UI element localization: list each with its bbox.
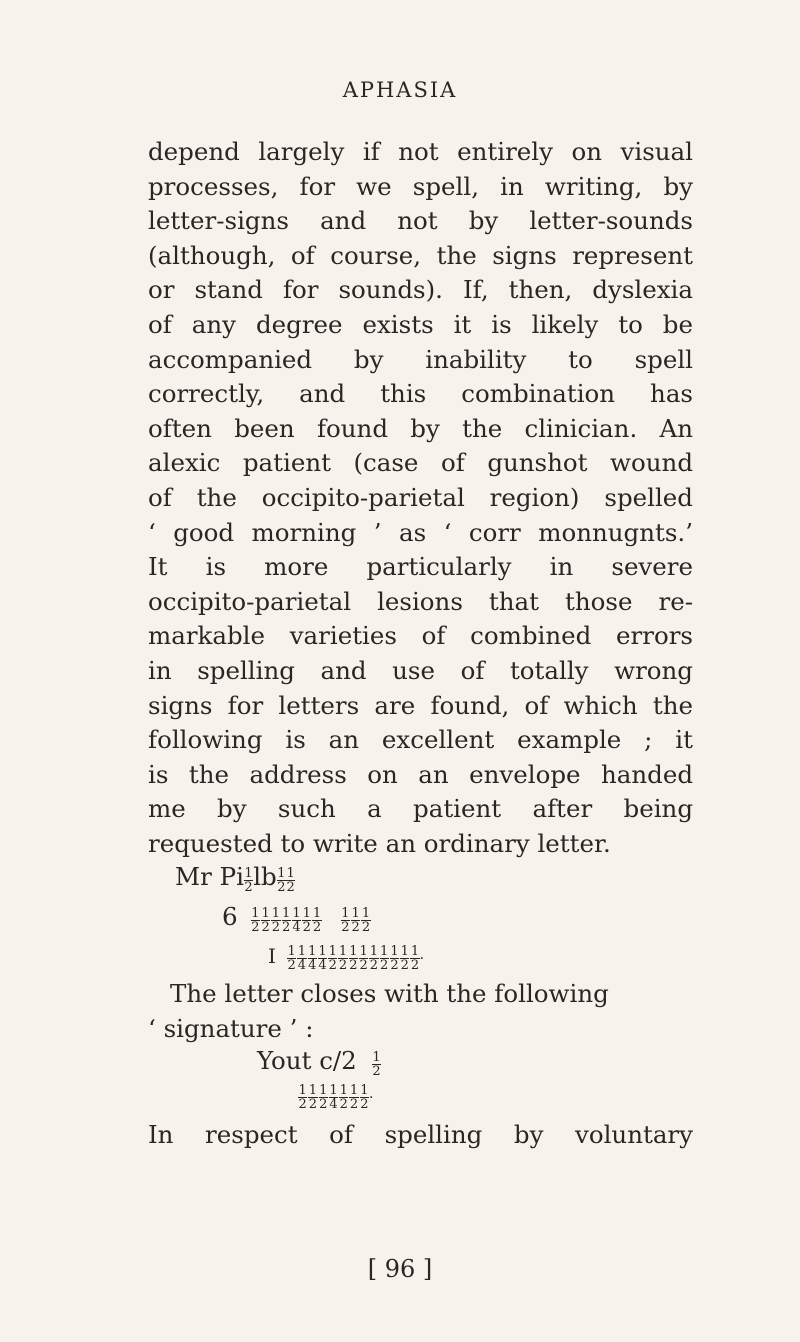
text-line: of any degree exists it is likely to be — [148, 309, 693, 339]
signature-line-2: $\frac{1}{2}$ $\frac{1}{2}$ $\frac{1}{2}$ $\frac{1}{4}$ $\frac{1}{2}$ $\frac{1}{2}$ $\frac{1}{2}$ · — [298, 1083, 374, 1112]
paragraph-signature-intro — [148, 977, 693, 1046]
fraction-group: $\frac{1}{2}$ $\frac{1}{4}$ $\frac{1}{4}$ $\frac{1}{4}$ $\frac{1}{2}$ $\frac{1}{2}$ $\frac{1}{2}$ $\frac{1}{2}$ $\frac{1}{2}$ $\frac{1}{2}$ $\frac{1}{2}$ $\frac{1}{2}$ $\frac{1}{2}$ — [287, 944, 420, 973]
text-line: processes, for we spell, in writing, by — [148, 171, 693, 201]
fraction-group: $\frac{1}{2}$ $\frac{1}{2}$ $\frac{1}{2}$ — [341, 906, 371, 935]
text-line: It is more particularly in severe — [148, 552, 693, 582]
text-line: accompanied by inability to spell — [148, 344, 693, 374]
text-line: often been found by the clinician. An — [148, 413, 693, 443]
page-number: [ 96 ] — [367, 1255, 433, 1283]
fraction: $\frac{1}{2}$ — [286, 866, 295, 895]
fraction-group: $\frac{1}{2}$ $\frac{1}{2}$ $\frac{1}{2}$ $\frac{1}{4}$ $\frac{1}{2}$ $\frac{1}{2}$ $\frac{1}{2}$ — [298, 1083, 369, 1112]
text-line: markable varieties of combined errors — [148, 621, 693, 651]
fraction: $\frac{1}{2}$ — [372, 1050, 381, 1079]
text-line: The letter closes with the following — [170, 979, 609, 1008]
text-line: correctly, and this combination has — [148, 379, 693, 409]
address-line-2: 6 $\frac{1}{2}$ $\frac{1}{2}$ $\frac{1}{2}$ $\frac{1}{2}$ $\frac{1}{4}$ $\frac{1}{2}$ $\frac{1}{2}$ $\frac{1}{2}$ $\frac{1}{2}$ $\frac{1}{2}$ — [222, 902, 371, 935]
text-line: in spelling and use of totally wrong — [148, 655, 693, 685]
address-line-3: I $\frac{1}{2}$ $\frac{1}{4}$ $\frac{1}{4}$ $\frac{1}{4}$ $\frac{1}{2}$ $\frac{1}{2}$ $\frac{1}{2}$ $\frac{1}{2}$ $\frac{1}{2}$ $\frac{1}{2}$ $\frac{1}{2}$ $\frac{1}{2}$ $\frac{1}{2}$ · — [268, 944, 425, 973]
fraction-group: $\frac{1}{2}$ $\frac{1}{2}$ $\frac{1}{2}$ $\frac{1}{2}$ $\frac{1}{4}$ $\frac{1}{2}$ $\frac{1}{2}$ — [251, 906, 322, 935]
paragraph-main — [148, 135, 693, 861]
text-line: ‘ good morning ’ as ‘ corr monnugnts.’ — [148, 517, 693, 547]
text-line: alexic patient (case of gunshot wound — [148, 448, 693, 478]
fraction: $\frac{1}{2}$ — [277, 866, 286, 895]
text-line: ‘ signature ’ : — [148, 1013, 314, 1043]
address-line-1: Mr Pi $\frac{1}{2}$ lb $\frac{1}{2}$ $\frac{1}{2}$ — [175, 862, 295, 895]
text-line: is the address on an envelope handed — [148, 759, 693, 789]
text-line: In respect of spelling by voluntary — [148, 1120, 693, 1149]
running-header: APHASIA — [342, 78, 458, 102]
signature-line-1: Yout c/2 $\frac{1}{2}$ — [257, 1046, 381, 1079]
text-line: or stand for sounds). If, then, dyslexia — [148, 275, 693, 305]
text-line: depend largely if not entirely on visual — [148, 137, 693, 166]
paragraph-closing — [148, 1118, 693, 1153]
text-line: requested to write an ordinary letter. — [148, 828, 611, 858]
text-line: occipito-parietal lesions that those re- — [148, 586, 693, 616]
text-line: me by such a patient after being — [148, 794, 693, 824]
text-line: following is an excellent example ; it — [148, 725, 693, 755]
text-line: (although, of course, the signs represent — [148, 240, 693, 270]
text-line: of the occipito-parietal region) spelled — [148, 482, 693, 512]
fraction: $\frac{1}{2}$ — [244, 866, 253, 895]
text-line: letter-signs and not by letter-sounds — [148, 206, 693, 236]
text-line: signs for letters are found, of which the — [148, 690, 693, 720]
